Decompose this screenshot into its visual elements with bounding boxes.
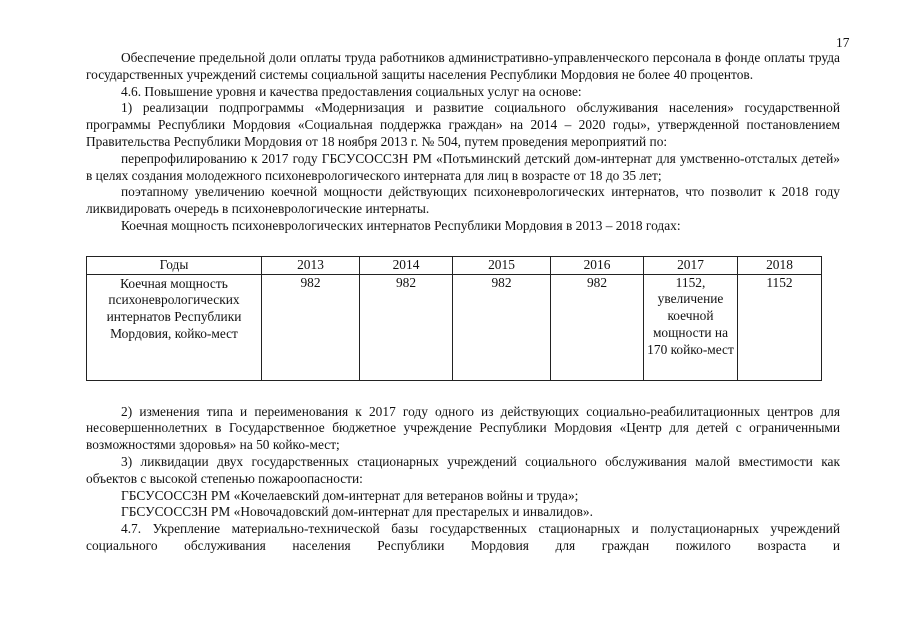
table-header-cell: 2017 xyxy=(644,256,738,274)
table-cell: 1152 xyxy=(738,274,822,380)
page-number: 17 xyxy=(836,35,850,50)
table-cell: 982 xyxy=(453,274,551,380)
list-item-novochadovsky: ГБСУСОССЗН РМ «Новочадовский дом-интернат для престарелых и инвалидов». xyxy=(121,504,593,520)
table-cell: 982 xyxy=(551,274,644,380)
table-header-cell: 2016 xyxy=(551,256,644,274)
table-cell: 982 xyxy=(262,274,360,380)
table-cell: 982 xyxy=(360,274,453,380)
paragraph-4-6-heading: 4.6. Повышение уровня и качества предоставления социальных услуг на основе: xyxy=(121,83,582,99)
table-cell: 1152, увеличение коечной мощности на 170 койко-мест xyxy=(644,274,738,380)
table-row xyxy=(87,274,822,380)
list-item-kochelaevsky: ГБСУСОССЗН РМ «Кочелаевский дом-интернат для ветеранов войны и труда»; xyxy=(121,487,579,503)
table-header-cell: 2014 xyxy=(360,256,453,274)
table-header-cell: 2018 xyxy=(738,256,822,274)
document-body xyxy=(86,50,840,555)
table-row-label: Коечная мощность психоневрологических интернатов Республики Мордовия, койко-мест xyxy=(87,274,262,380)
paragraph-salary-share: Обеспечение предельной доли оплаты труда работников административно-управленческого персонала в фонде оплаты труда государственных учреждений системы социальной защиты населения Республики Мордовия не более 40 процентов. xyxy=(86,50,840,82)
table-header-row xyxy=(87,256,822,274)
paragraph-reprofiling: перепрофилированию к 2017 году ГБСУСОССЗН РМ «Потьминский детский дом-интернат для умственно-отсталых детей» в целях создания молодежного психоневрологического интерната для лиц в возрасте от 18 до 35 лет; xyxy=(86,150,840,183)
table-header-cell: 2015 xyxy=(453,256,551,274)
paragraph-capacity-increase: поэтапному увеличению коечной мощности действующих психоневрологических интернатов, что позволит к 2018 году ликвидировать очередь в психоневрологические интернаты. xyxy=(86,184,840,217)
table-header-cell: 2013 xyxy=(262,256,360,274)
table-caption: Коечная мощность психоневрологических интернатов Республики Мордовия в 2013 – 2018 годах: xyxy=(121,217,681,233)
bed-capacity-table xyxy=(86,256,822,381)
paragraph-center-rename: 2) изменения типа и переименования к 2017 году одного из действующих социально-реабилитационных центров для несовершеннолетних в Государственное бюджетное учреждение Республики Мордовия «Центр для детей с ограниченными возможностями здоровья» на 50 койко-мест; xyxy=(86,403,840,453)
paragraph-4-7: 4.7. Укрепление материально-технической базы государственных стационарных и полустационарных учреждений социального обслуживания населения Республики Мордовия для граждан пожилого возраста и xyxy=(86,521,840,553)
paragraph-subprogram: 1) реализации подпрограммы «Модернизация и развитие социального обслуживания населения» государственной программы Республики Мордовия «Социальная поддержка граждан» на 2014 – 2020 годы», утвержденной постановлением Правительства Республики Мордовия от 18 ноября 2013 г. № 504, путем проведения мероприятий по: xyxy=(86,100,840,149)
table-header-cell: Годы xyxy=(87,256,262,274)
paragraph-liquidation: 3) ликвидации двух государственных стационарных учреждений социального обслуживания малой вместимости как объектов с высокой степенью пожароопасности: xyxy=(86,453,840,486)
